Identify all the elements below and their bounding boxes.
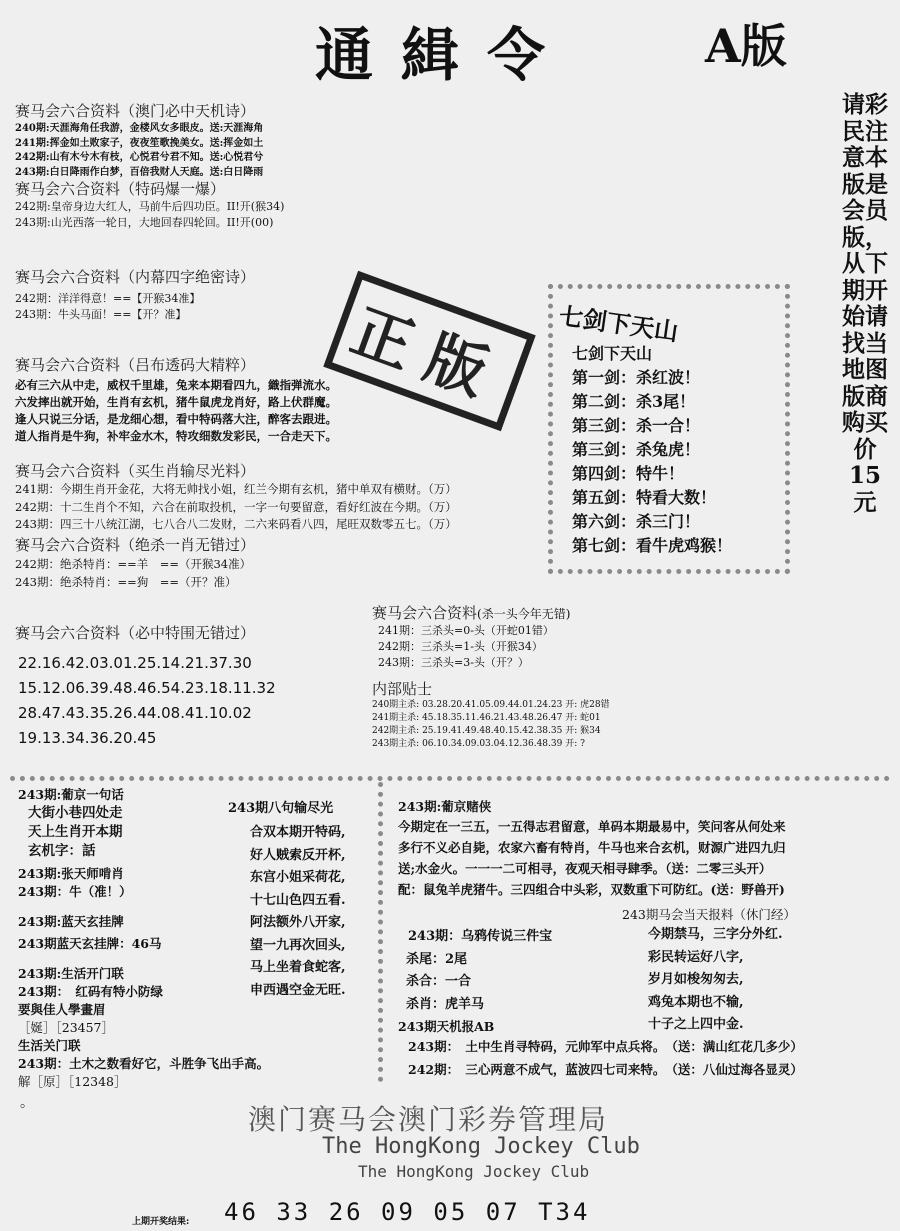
section-title: 243期:葡京赌侠 [398, 799, 492, 814]
list-item: 第五剑：特看大数！ [572, 488, 717, 507]
list-item: 十子之上四中金. [648, 1017, 744, 1032]
org-name-en-small: The HongKong Jockey Club [358, 1162, 590, 1181]
section-special-range [15, 622, 276, 751]
list-item: 马上坐着食蛇客, [250, 960, 346, 975]
list-item: 243期：三杀头=3-头（开？） [378, 656, 529, 669]
list-item: 241期：今期生肖开金花，大将无帅找小姐，红兰今期有玄机，猪中单双有横财。（万） [15, 482, 457, 496]
authentic-stamp: 正版 [323, 271, 535, 431]
list-item: 东宫小姐采荷花, [250, 870, 346, 885]
list-item: 第三剑：杀兔虎！ [572, 440, 701, 459]
list-item: 243期:葡京一句话 [18, 787, 124, 802]
list-item: 第一剑：杀红波！ [572, 368, 701, 387]
section-title: 赛马会六合资料（绝杀一肖无错过） [15, 536, 256, 554]
section-lvbu [15, 354, 337, 445]
number-row: 28.47.43.35.26.44.08.41.10.02 [18, 704, 252, 722]
list-item: 243期：牛头马面！==【开？准】 [15, 308, 187, 321]
list-item: 杀肖：虎羊马 [406, 996, 485, 1012]
section-title: 赛马会六合资料（必中特围无错过） [15, 624, 256, 642]
list-item: 243期：乌鸦传说三件宝 [408, 929, 553, 944]
list-item: 243期：四三十八统江湖，七八合八二发财，二六来码看八四，尾旺双数零五七。（万） [15, 517, 457, 531]
list-item: 243期：土木之数看好它，斗胜争飞出手高。 [18, 1056, 270, 1071]
list-item: 241期主杀: 45.18.35.11.46.21.43.48.26.47 开: 蛇01 [372, 713, 601, 723]
list-item: 243期蓝天玄挂牌：46马 [18, 936, 162, 951]
list-item: 解［原］［12348］ [18, 1074, 127, 1089]
list-item: 243期：绝杀特肖：==狗 ==（开？准） [15, 575, 237, 589]
section-kill-zodiac [15, 534, 255, 591]
list-item: 阿法额外八开家, [250, 915, 346, 930]
list-item: 第四剑：特牛！ [572, 464, 685, 483]
section-special-code [15, 178, 284, 231]
list-item: 241期：三杀头=0-头（开蛇01错） [378, 624, 554, 637]
list-item: 243期:生活开门联 [18, 966, 124, 981]
list-item: 243期:蓝天玄挂牌 [18, 914, 124, 929]
list-item: 要與佳人學畫眉 [18, 1002, 106, 1017]
section-title: 赛马会六合资料（特码爆一爆） [15, 180, 226, 198]
list-item: 申西遇空金无旺. [250, 982, 346, 998]
list-item: 好人贼索反开杯, [250, 847, 346, 863]
last-result-label: 上期开奖结果: [132, 1217, 190, 1227]
member-notice: 请彩民注意本版是会员版，从下期开始请找当地图版商购买价15元 [842, 91, 888, 516]
list-item: 生活关门联 [18, 1038, 81, 1053]
list-item: ［娫］［23457］ [18, 1020, 115, 1035]
list-item: 242期:皇帝身边大红人，马前牛后四功臣。II!开(猴34) [15, 200, 285, 213]
number-row: 19.13.34.36.20.45 [18, 729, 157, 747]
section-title: 243期马会当天报料（休门经） [622, 907, 796, 922]
list-item: 243期： 红码有特小防绿 [18, 984, 163, 999]
list-item: 243期:白日降雨作白梦，百倍我财人天庭。送:白日降雨 [15, 166, 264, 178]
version-label: A版 [705, 19, 787, 73]
list-item: 240期主杀: 03.28.20.41.05.09.44.01.24.23 开: 虎28错 [372, 700, 610, 710]
swords-banner: 七剑下天山 [557, 300, 681, 347]
section-secret-poem [15, 266, 255, 323]
section-insider-tips [372, 678, 610, 751]
list-item: 必有三六从中走，威权千里雄，兔来本期看四九，織指弹流水。 [15, 378, 337, 392]
section-gambler [398, 798, 786, 900]
org-name-en: The HongKong Jockey Club [322, 1134, 640, 1159]
list-item: 242期：绝杀特肖：==羊 ==（开猴34准） [15, 557, 252, 571]
list-item: 天上生肖开本期 [28, 824, 123, 840]
list-item: 杀合：一合 [406, 974, 472, 989]
section-title: 赛马会六合资料（澳门必中天机诗） [15, 102, 256, 120]
list-item: 243期:张天师啃肖 [18, 866, 124, 881]
list-item: 望一九再次回头, [250, 937, 346, 953]
list-item: 今期禁马，三字分外红. [648, 927, 783, 942]
divider [378, 782, 383, 1082]
list-item: 今期定在一三五，一五得志君留意，单码本期最易中，笑问客从何处来 [398, 819, 786, 834]
swords-title: 七剑下天山 [572, 344, 653, 363]
list-item: 十七山色四五看. [250, 892, 346, 908]
swords-list [572, 342, 732, 558]
last-result-numbers: 46 33 26 09 05 07 T34 [224, 1198, 591, 1226]
number-row: 15.12.06.39.48.46.54.23.18.11.32 [18, 679, 276, 697]
list-item: 多行不义必自毙，农家六畜有特肖，牛马也来合玄机，财源广进四九归 [398, 840, 786, 855]
list-item: 243期： 土中生肖寻特码，元帅军中点兵将。 （送：满山红花几多少） [408, 1039, 803, 1054]
list-item: 243期:山光西落一轮日，大地回春四轮回。II!开(00) [15, 216, 274, 229]
dot-mark: 。 [20, 1095, 34, 1111]
section-title: 赛马会六合资料 [372, 604, 478, 622]
list-item: 岁月如梭匆匆去, [648, 972, 744, 987]
list-item: 242期:山有木兮木有枝，心悦君兮君不知。送:心悦君兮 [15, 152, 264, 163]
section-title: 赛马会六合资料（吕布透码大精粹） [15, 356, 256, 374]
list-item: 杀尾：2尾 [406, 951, 468, 967]
list-item: 六发摔出就开始，生肖有玄机，猪牛鼠虎龙肖好，路上伏群魔。 [15, 395, 337, 409]
list-item: 玄机字：話 [28, 843, 96, 859]
section-title: 243期八句输尽光 [228, 801, 334, 816]
page-title: 通緝令 [315, 21, 574, 89]
list-item: 第七剑：看牛虎鸡猴！ [572, 536, 733, 555]
section-kill-head [372, 602, 570, 671]
section-tianji-poem [15, 100, 263, 180]
list-item: 242期：三杀头=1-头（开猴34） [378, 640, 543, 653]
section-title: 赛马会六合资料（买生肖输尽光料） [15, 462, 256, 480]
list-item: 242期：洋洋得意！==【开猴34准】 [15, 292, 201, 305]
list-item: 第六剑：杀三门！ [572, 512, 701, 531]
section-zodiac-lose [15, 460, 457, 534]
section-title: 内部贴士 [372, 680, 433, 698]
list-item: 第二剑：杀3尾！ [572, 392, 696, 411]
list-item: 合双本期开特码, [250, 825, 346, 840]
number-row: 22.16.42.03.01.25.14.21.37.30 [18, 654, 252, 672]
list-item: 配：鼠兔羊虎猪牛。三四组合中头彩，双数重下可防红。(送：野兽开) [398, 882, 785, 897]
list-item: 243期：牛（准！） [18, 884, 132, 899]
section-eight-lines [228, 800, 346, 1002]
list-item: 彩民转运好八字, [648, 949, 744, 965]
list-item: 240期:天涯海角任我游，金楼风女多眼皮。送:天涯海角 [15, 123, 264, 134]
org-name-cn: 澳门赛马会澳门彩券管理局 [248, 1103, 609, 1136]
list-item: 逢人只说三分话，是龙细心想，看中特码落大注，醉客去跟进。 [15, 412, 337, 426]
list-item: 242期：十二生肖个不知，六合在前取投机，一字一句要留意，看好红波在今期。（万） [15, 499, 457, 514]
divider [10, 776, 890, 781]
list-item: 第三剑：杀一合！ [572, 416, 701, 435]
section-tianji-ab [398, 1018, 803, 1081]
list-item: 241期:挥金如土败家子，夜夜笙歌挽美女。送:挥金如土 [15, 137, 264, 149]
list-item: 242期： 三心两意不成气，蓝波四七司来特。 （送：八仙过海各显灵） [408, 1061, 803, 1077]
section-title: 243期天机报AB [398, 1019, 495, 1034]
list-item: 243期主杀: 06.10.34.09.03.04.12.36.48.39 开: ? [372, 739, 585, 749]
section-crow [408, 926, 552, 1016]
list-item: 大街小巷四处走 [28, 805, 123, 821]
section-subtitle: (杀一头今年无错) [477, 607, 571, 621]
section-almanac [622, 906, 796, 1037]
list-item: 鸡兔本期也不输, [648, 994, 744, 1010]
section-title: 赛马会六合资料（内幕四字绝密诗） [15, 268, 256, 286]
list-item: 送;水金火。一一一二可相寻，夜观天相寻肆季。（送：二零三头开） [398, 861, 772, 876]
list-item: 242期主杀: 25.19.41.49.48.40.15.42.38.35 开: 猴34 [372, 726, 601, 736]
list-item: 道人指肖是牛狗，补牢金水木，特攻细数发彩民，一合走天下。 [15, 429, 337, 443]
